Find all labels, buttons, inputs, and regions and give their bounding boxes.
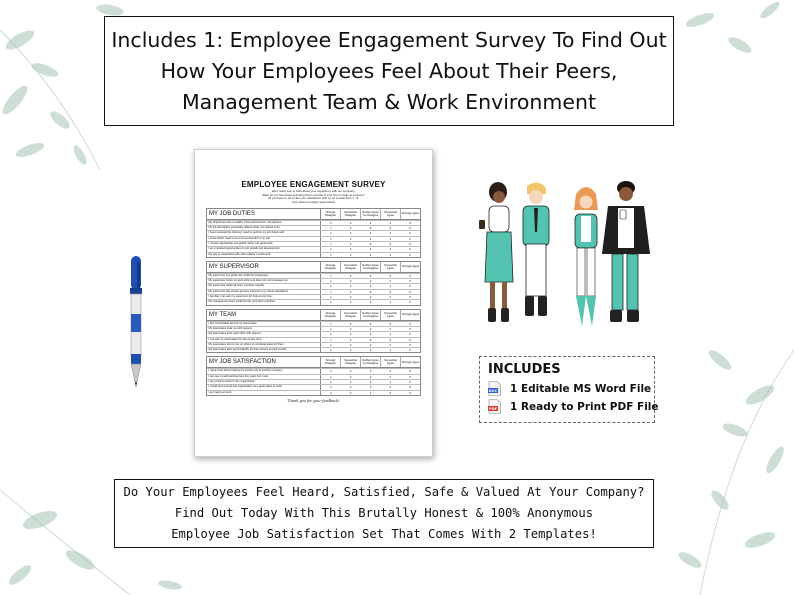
survey-rating-number: 1 xyxy=(330,342,332,347)
survey-question: I feel comfortable around my teammates. xyxy=(207,322,321,326)
survey-rating-options xyxy=(321,274,420,278)
survey-section-header xyxy=(207,262,420,273)
survey-rating-number: 2 xyxy=(349,348,352,353)
survey-rating-number: 4 xyxy=(389,369,392,374)
survey-rating-number: 2 xyxy=(349,289,352,294)
survey-rating-options xyxy=(321,338,420,342)
survey-question: My teammates trust each other with respect. xyxy=(207,332,321,336)
includes-item-pdf-label: 1 Ready to Print PDF File xyxy=(510,400,659,413)
survey-section-title: MY SUPERVISOR xyxy=(207,262,321,272)
survey-scale-label: Somewhat Agree xyxy=(380,310,400,320)
survey-rating-number: 4 xyxy=(389,284,392,289)
survey-rating-number: 5 xyxy=(409,247,411,252)
survey-rating-options xyxy=(321,242,420,246)
survey-row xyxy=(207,337,420,342)
headline-banner xyxy=(104,16,674,126)
survey-rating-number: 2 xyxy=(349,300,352,305)
survey-rating-options xyxy=(321,391,420,395)
survey-rating-number: 5 xyxy=(409,342,411,347)
survey-rating-options xyxy=(321,375,420,379)
survey-rating-number: 4 xyxy=(389,385,392,390)
person-1 xyxy=(479,182,513,322)
survey-question: My supervisor is a great role model for employees. xyxy=(207,274,321,278)
survey-rating-number: 2 xyxy=(349,321,352,326)
headline-line-1: Includes 1: Employee Engagement Survey To Find Out xyxy=(111,27,667,52)
survey-document-preview xyxy=(194,149,433,457)
survey-rating-number: 2 xyxy=(349,247,352,252)
survey-question: My pay is competitive with other places I could work. xyxy=(207,253,321,257)
survey-rating-number: 3 xyxy=(369,226,372,231)
survey-rating-number: 1 xyxy=(330,289,332,294)
survey-rating-number: 2 xyxy=(349,231,352,236)
survey-question: I know what I need to do to be successful in my role. xyxy=(207,237,321,241)
survey-rating-number: 1 xyxy=(330,247,332,252)
survey-scale xyxy=(321,357,420,367)
survey-rating-number: 4 xyxy=(389,226,392,231)
survey-rating-number: 5 xyxy=(409,236,411,241)
survey-rating-number: 5 xyxy=(409,326,411,331)
footer-line-3: Employee Job Satisfaction Set That Comes With 2 Templates! xyxy=(171,527,597,541)
survey-scale-label: Somewhat Agree xyxy=(380,262,400,272)
survey-scale-label: Strongly Agree xyxy=(400,209,420,219)
svg-text:PDF: PDF xyxy=(488,407,498,411)
survey-rating-number: 1 xyxy=(330,295,332,300)
includes-title: INCLUDES xyxy=(488,362,561,377)
survey-rating-number: 1 xyxy=(330,385,332,390)
survey-rating-number: 4 xyxy=(389,300,392,305)
survey-section xyxy=(206,261,421,306)
survey-rating-options xyxy=(321,237,420,241)
doc-file-icon xyxy=(488,381,501,396)
survey-scale-label: Neither Agree nor Disagree xyxy=(360,357,380,367)
survey-section-header xyxy=(207,209,420,220)
survey-rating-options xyxy=(321,247,420,251)
survey-rating-number: 2 xyxy=(349,337,352,342)
survey-rating-options xyxy=(321,380,420,384)
survey-rating-number: 5 xyxy=(409,284,411,289)
survey-rating-number: 2 xyxy=(349,342,352,347)
survey-section xyxy=(206,309,421,354)
survey-question: My supervisor has shown genuine interest in my career aspirations. xyxy=(207,290,321,294)
survey-question: I would recommend this organization as a great place to work. xyxy=(207,385,321,389)
survey-rating-number: 4 xyxy=(389,279,392,284)
survey-rating-number: 5 xyxy=(409,385,411,390)
survey-rating-number: 4 xyxy=(389,390,392,395)
survey-rating-number: 2 xyxy=(349,236,352,241)
survey-rating-number: 3 xyxy=(369,247,372,252)
survey-sections xyxy=(206,208,421,396)
survey-question: I have received the training I need to perform my job duties well. xyxy=(207,231,321,235)
survey-question: My teammates take accountability for their actions and job results. xyxy=(207,348,321,352)
survey-rating-number: 4 xyxy=(389,380,392,385)
survey-rating-options xyxy=(321,279,420,283)
survey-rating-options xyxy=(321,231,420,235)
survey-rating-number: 4 xyxy=(389,348,392,353)
survey-rating-number: 2 xyxy=(349,374,352,379)
survey-row xyxy=(207,283,420,288)
survey-question: I rarely think about looking for another job at another company. xyxy=(207,369,321,373)
survey-rating-number: 4 xyxy=(389,220,392,225)
survey-row xyxy=(207,342,420,347)
survey-row xyxy=(207,230,420,235)
survey-rating-number: 3 xyxy=(369,326,372,331)
survey-rating-number: 5 xyxy=(409,242,411,246)
survey-rating-number: 5 xyxy=(409,252,411,257)
survey-rating-number: 3 xyxy=(369,348,372,353)
survey-scale-label: Strongly Agree xyxy=(400,357,420,367)
survey-scale-label: Strongly Disagree xyxy=(325,263,336,270)
survey-rating-number: 3 xyxy=(369,342,372,347)
survey-rating-number: 2 xyxy=(349,284,352,289)
survey-rating-number: 2 xyxy=(349,226,352,231)
survey-row xyxy=(207,326,420,331)
survey-rating-options xyxy=(321,300,420,304)
survey-scale-label: Strongly Disagree xyxy=(325,359,336,366)
survey-rating-number: 1 xyxy=(330,242,332,246)
survey-rating-number: 3 xyxy=(369,252,372,257)
survey-row xyxy=(207,374,420,379)
survey-rating-number: 3 xyxy=(369,374,372,379)
survey-section xyxy=(206,208,421,258)
includes-item-word-label: 1 Editable MS Word File xyxy=(510,382,652,395)
survey-rating-number: 2 xyxy=(349,326,352,331)
survey-scale-label: Somewhat Disagree xyxy=(340,209,360,219)
survey-rating-number: 5 xyxy=(409,337,411,342)
survey-question: My supervisor treats all team members equally. xyxy=(207,284,321,288)
survey-scale-label: Somewhat Disagree xyxy=(340,262,360,272)
survey-row xyxy=(207,384,420,389)
survey-rating-number: 5 xyxy=(409,279,411,284)
survey-scale-label: Neither Agree nor Disagree xyxy=(360,209,380,219)
survey-rating-number: 1 xyxy=(330,279,332,284)
svg-text:DOC: DOC xyxy=(488,389,498,393)
footer-line-2: Find Out Today With This Brutally Honest & 100% Anonymous xyxy=(174,506,594,520)
team-illustration xyxy=(476,180,666,334)
survey-scale-label: Somewhat Agree xyxy=(380,357,400,367)
survey-scale-label: Somewhat Disagree xyxy=(340,310,360,320)
survey-rating-options xyxy=(321,221,420,225)
survey-rating-number: 4 xyxy=(389,321,392,326)
survey-rating-number: 4 xyxy=(389,332,392,337)
survey-scale xyxy=(321,209,420,219)
survey-rating-number: 4 xyxy=(389,252,392,257)
survey-question: I am provided opportunities for job growth and development. xyxy=(207,247,321,251)
survey-rating-options xyxy=(321,348,420,352)
survey-row xyxy=(207,289,420,294)
survey-rating-number: 4 xyxy=(389,247,392,252)
survey-rating-number: 5 xyxy=(409,295,411,300)
survey-row xyxy=(207,379,420,384)
survey-rating-number: 5 xyxy=(409,321,411,326)
includes-item-word xyxy=(488,381,652,396)
survey-intro-line: We'd really love to hear about your experience with our company. xyxy=(271,189,356,193)
survey-rating-number: 4 xyxy=(389,374,392,379)
survey-rating-number: 1 xyxy=(330,220,332,225)
survey-section-title: MY JOB DUTIES xyxy=(207,209,321,219)
survey-section xyxy=(206,356,421,395)
survey-rating-number: 1 xyxy=(330,284,332,289)
survey-question: I am happy at work. xyxy=(207,391,321,395)
survey-row xyxy=(207,299,420,304)
survey-question: My teammates do not rely on others to complete tasks for them. xyxy=(207,343,321,347)
survey-rating-number: 3 xyxy=(369,332,372,337)
survey-rating-number: 4 xyxy=(389,242,392,246)
survey-scale-label: Strongly Disagree xyxy=(325,210,336,217)
survey-rating-number: 4 xyxy=(389,273,392,278)
survey-row xyxy=(207,347,420,352)
survey-scale xyxy=(321,262,420,272)
person-3 xyxy=(574,187,598,326)
survey-rating-number: 2 xyxy=(349,242,352,246)
survey-rating-number: 3 xyxy=(369,380,372,385)
survey-row xyxy=(207,331,420,336)
survey-row xyxy=(207,236,420,241)
survey-rating-number: 3 xyxy=(369,236,372,241)
survey-question: I can see myself working here five years from now. xyxy=(207,375,321,379)
survey-question: My department has a healthy work environment / atmosphere. xyxy=(207,221,321,225)
survey-section-title: MY JOB SATISFACTION xyxy=(207,357,321,367)
includes-box xyxy=(479,356,659,423)
survey-rating-number: 1 xyxy=(330,374,332,379)
survey-rating-number: 3 xyxy=(369,295,372,300)
survey-rating-number: 1 xyxy=(330,380,332,385)
survey-rating-number: 3 xyxy=(369,369,372,374)
survey-rating-number: 1 xyxy=(330,337,332,342)
survey-row xyxy=(207,241,420,246)
pdf-file-icon xyxy=(488,399,501,414)
survey-question: I feel like I can ask my supervisor for help at any time. xyxy=(207,295,321,299)
survey-rating-number: 3 xyxy=(369,321,372,326)
survey-scale-label: Strongly Agree xyxy=(400,310,420,320)
pen-illustration xyxy=(124,254,148,390)
survey-rating-number: 1 xyxy=(330,321,332,326)
survey-rating-options xyxy=(321,295,420,299)
survey-scale-label: Somewhat Agree xyxy=(380,209,400,219)
survey-section-header xyxy=(207,357,420,368)
survey-scale-label: Neither Agree nor Disagree xyxy=(360,310,380,320)
survey-scale-label: Strongly Disagree xyxy=(325,311,336,318)
survey-rating-number: 2 xyxy=(349,220,352,225)
survey-rating-number: 2 xyxy=(349,369,352,374)
survey-row xyxy=(207,220,420,225)
survey-rating-number: 3 xyxy=(369,284,372,289)
survey-rating-number: 5 xyxy=(409,380,411,385)
survey-rating-number: 1 xyxy=(330,231,332,236)
survey-rating-number: 1 xyxy=(330,273,332,278)
survey-rating-number: 2 xyxy=(349,279,352,284)
survey-rating-number: 3 xyxy=(369,279,372,284)
survey-row xyxy=(207,246,420,251)
survey-question: My management team performs fair promotion practices. xyxy=(207,300,321,304)
survey-rating-number: 5 xyxy=(409,374,411,379)
survey-rating-number: 5 xyxy=(409,273,411,278)
survey-rating-options xyxy=(321,284,420,288)
survey-rating-number: 4 xyxy=(389,236,392,241)
survey-row xyxy=(207,390,420,395)
survey-rating-number: 3 xyxy=(369,300,372,305)
survey-rating-number: 4 xyxy=(389,342,392,347)
headline-line-2: How Your Employees Feel About Their Peers, xyxy=(160,58,618,83)
survey-rating-number: 5 xyxy=(409,220,411,225)
survey-scale xyxy=(321,310,420,320)
survey-rating-number: 3 xyxy=(369,273,372,278)
survey-question: My teammates treat me with respect. xyxy=(207,327,321,331)
survey-rating-number: 3 xyxy=(369,220,372,225)
survey-rating-number: 2 xyxy=(349,273,352,278)
person-4 xyxy=(602,181,650,322)
survey-rating-number: 1 xyxy=(330,326,332,331)
survey-rating-number: 3 xyxy=(369,337,372,342)
survey-rating-number: 4 xyxy=(389,295,392,300)
survey-rating-number: 1 xyxy=(330,226,332,231)
survey-rating-options xyxy=(321,385,420,389)
survey-rating-number: 5 xyxy=(409,300,411,305)
survey-rating-number: 4 xyxy=(389,326,392,331)
survey-rating-number: 3 xyxy=(369,385,372,390)
survey-rating-number: 1 xyxy=(330,390,332,395)
survey-scale-label: Neither Agree nor Disagree xyxy=(360,262,380,272)
survey-rating-number: 1 xyxy=(330,348,332,353)
survey-question: I receive appropriate recognition when I do good work. xyxy=(207,242,321,246)
survey-rating-number: 1 xyxy=(330,332,332,337)
survey-rating-number: 1 xyxy=(330,236,332,241)
survey-rating-number: 1 xyxy=(330,300,332,305)
survey-intro-line: Want do you feel about spending three minutes of your time to help us improve? xyxy=(262,192,365,197)
survey-rating-options xyxy=(321,253,420,257)
footer-banner xyxy=(114,479,654,548)
survey-rating-options xyxy=(321,327,420,331)
survey-rating-number: 4 xyxy=(389,231,392,236)
survey-rating-number: 2 xyxy=(349,390,352,395)
survey-section-header xyxy=(207,310,420,321)
survey-intro xyxy=(206,190,421,205)
survey-rating-number: 2 xyxy=(349,385,352,390)
survey-rating-number: 5 xyxy=(409,231,411,236)
survey-scale-label: Somewhat Disagree xyxy=(340,357,360,367)
survey-rating-options xyxy=(321,343,420,347)
survey-row xyxy=(207,294,420,299)
survey-rating-number: 3 xyxy=(369,231,372,236)
footer-line-1: Do Your Employees Feel Heard, Satisfied, Safe & Valued At Your Company? xyxy=(123,485,645,499)
survey-rating-options xyxy=(321,332,420,336)
survey-rating-options xyxy=(321,290,420,294)
survey-question: I am proud to work for this organization. xyxy=(207,380,321,384)
survey-rating-number: 2 xyxy=(349,332,352,337)
survey-rating-number: 2 xyxy=(349,252,352,257)
survey-rating-number: 4 xyxy=(389,289,392,294)
person-2 xyxy=(523,182,549,316)
includes-item-pdf xyxy=(488,399,659,414)
survey-rating-number: 5 xyxy=(409,332,411,337)
survey-row xyxy=(207,225,420,230)
survey-question: My supervisor trusts my work ethic and does not micromanage me. xyxy=(207,279,321,283)
survey-rating-number: 5 xyxy=(409,390,411,395)
survey-rating-number: 4 xyxy=(389,337,392,342)
survey-rating-number: 5 xyxy=(409,369,411,374)
survey-row xyxy=(207,252,420,257)
survey-intro-line: Your opinion is highly appreciated. xyxy=(291,200,336,205)
survey-row xyxy=(207,368,420,373)
survey-rating-options xyxy=(321,226,420,230)
survey-title: EMPLOYEE ENGAGEMENT SURVEY xyxy=(241,180,386,189)
survey-rating-number: 3 xyxy=(369,242,372,246)
survey-row xyxy=(207,278,420,283)
survey-row xyxy=(207,321,420,326)
survey-thanks: Thank you for your feedback! xyxy=(287,398,340,403)
survey-rating-number: 5 xyxy=(409,348,411,353)
survey-intro-line: All you have to do is rate your satisfaction with us on a scale from 1 - 5. xyxy=(267,196,360,201)
survey-rating-number: 3 xyxy=(369,289,372,294)
survey-row xyxy=(207,273,420,278)
survey-rating-number: 2 xyxy=(349,295,352,300)
survey-scale-label: Strongly Agree xyxy=(400,262,420,272)
survey-rating-number: 3 xyxy=(369,390,372,395)
survey-rating-options xyxy=(321,369,420,373)
survey-rating-number: 1 xyxy=(330,252,332,257)
survey-section-title: MY TEAM xyxy=(207,310,321,320)
survey-rating-number: 5 xyxy=(409,289,411,294)
survey-rating-options xyxy=(321,322,420,326)
survey-question: My job description accurately reflects what I am asked to do. xyxy=(207,226,321,230)
survey-question: I can ask my teammates for help at any time. xyxy=(207,338,321,342)
headline-line-3: Management Team & Work Environment xyxy=(181,89,597,114)
survey-rating-number: 5 xyxy=(409,226,411,231)
survey-rating-number: 1 xyxy=(330,369,332,374)
survey-rating-number: 2 xyxy=(349,380,352,385)
